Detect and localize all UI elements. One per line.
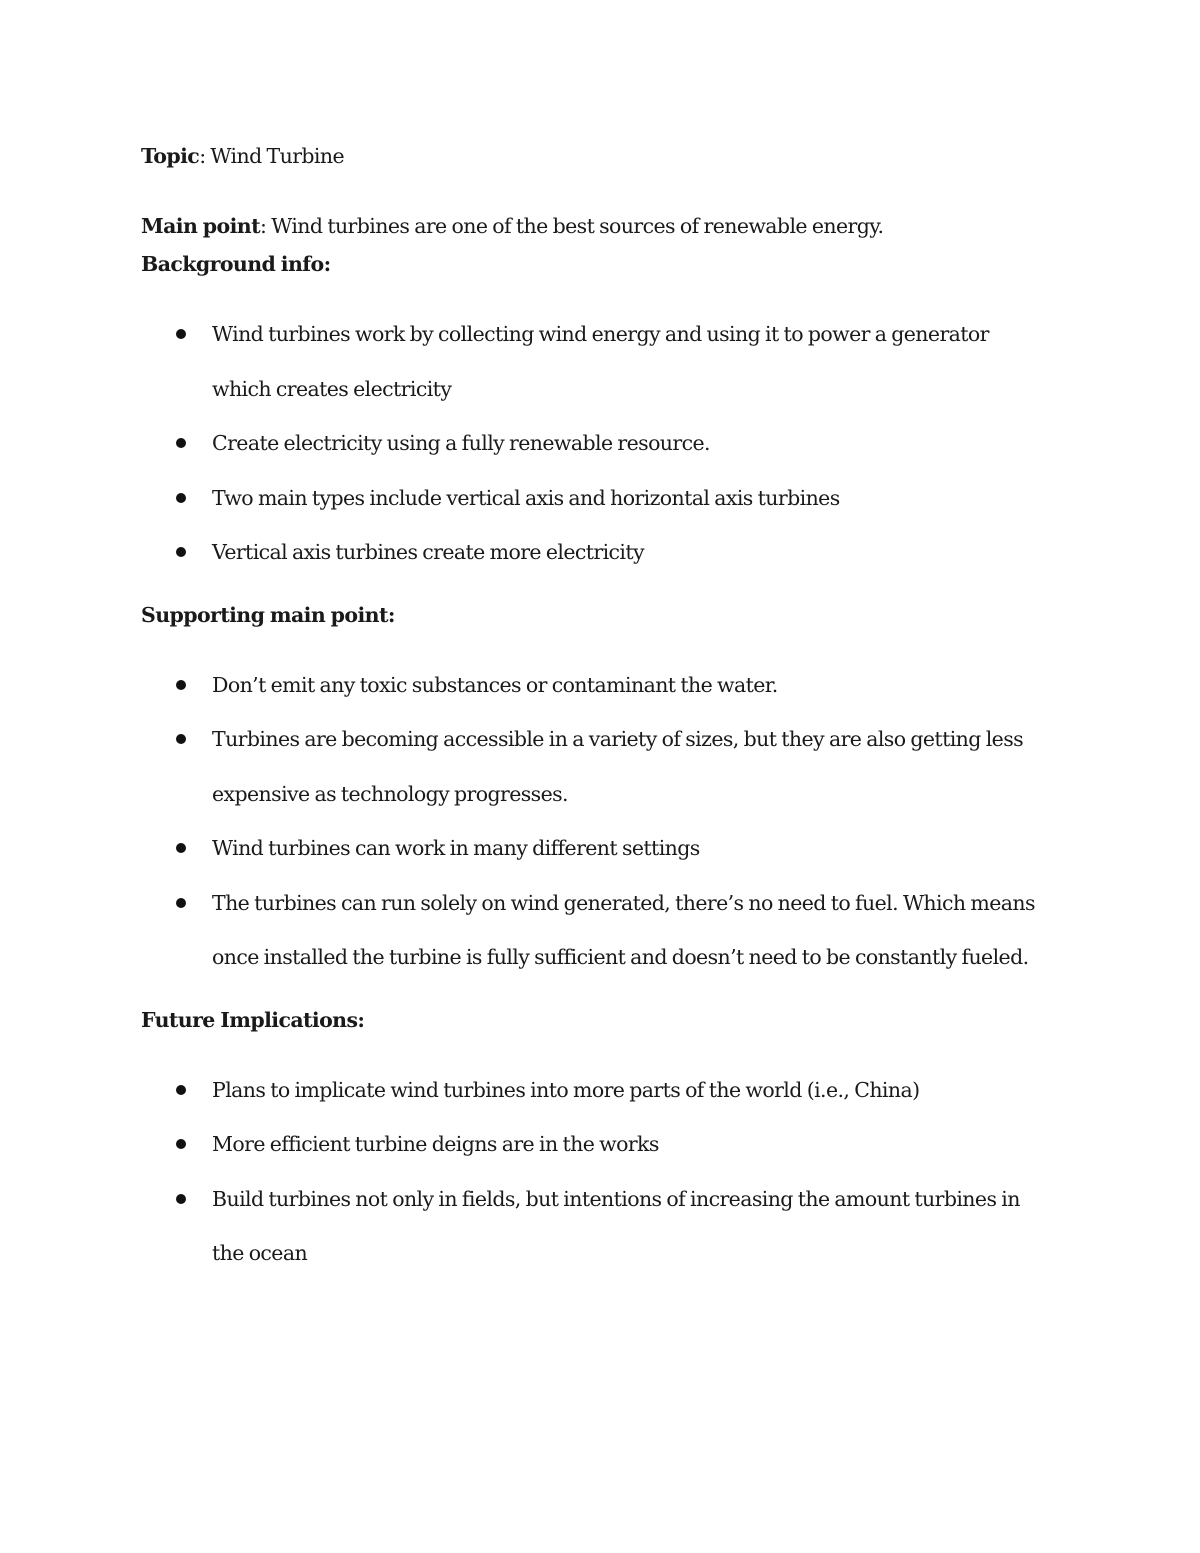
supporting-heading: Supporting main point:: [141, 602, 395, 627]
list-item-text: Two main types include vertical axis and horizontal axis turbines: [212, 485, 840, 510]
list-item-text: Wind turbines can work in many different settings: [212, 836, 700, 860]
list-item-text: Build turbines not only in fields, but intentions of increasing the amount turbines in the ocean: [212, 1186, 1020, 1265]
topic-label: Topic: [141, 144, 200, 168]
list-item: [141, 1063, 1051, 1118]
list-item: [141, 658, 1051, 713]
list-item-text: Vertical axis turbines create more electricity: [212, 540, 644, 564]
future-heading: Future Implications:: [141, 1007, 365, 1032]
list-item: [141, 1117, 1051, 1172]
list-item-text: Plans to implicate wind turbines into more parts of the world (i.e., China): [212, 1077, 920, 1102]
list-item: [141, 307, 1051, 416]
bullet-icon: [176, 1194, 186, 1204]
topic-value: : Wind Turbine: [199, 144, 345, 168]
list-item-text: More efficient turbine deigns are in the works: [212, 1132, 659, 1156]
list-item-text: Don’t emit any toxic substances or contaminant the water.: [212, 672, 778, 697]
list-item: [141, 1172, 1051, 1281]
bullet-icon: [176, 734, 186, 744]
list-item-text: Wind turbines work by collecting wind energy and using it to power a generator which creates electricity: [212, 322, 989, 401]
list-item-text: The turbines can run solely on wind generated, there’s no need to fuel. Which means once installed the turbine is fully sufficient and doesn’t need to be constantly fueled.: [212, 890, 1035, 969]
bullet-icon: [176, 438, 186, 448]
main-point-label: Main point: [141, 214, 260, 238]
background-list: [141, 307, 1051, 580]
supporting-list: [141, 658, 1051, 985]
list-item: [141, 525, 1051, 580]
bullet-icon: [176, 680, 186, 690]
bullet-icon: [176, 843, 186, 853]
bullet-icon: [176, 547, 186, 557]
main-point-line: [141, 207, 1051, 245]
bullet-icon: [176, 898, 186, 908]
main-point-value: : Wind turbines are one of the best sources of renewable energy.: [259, 214, 884, 238]
document-page: [141, 137, 1051, 1281]
list-item: [141, 471, 1051, 526]
bullet-icon: [176, 329, 186, 339]
list-item: [141, 821, 1051, 876]
future-list: [141, 1063, 1051, 1281]
list-item-text: Turbines are becoming accessible in a variety of sizes, but they are also getting less expensive as technology progresses.: [212, 727, 1024, 806]
list-item: [141, 712, 1051, 821]
topic-line: [141, 137, 1051, 175]
background-heading: Background info:: [141, 252, 331, 276]
list-item-text: Create electricity using a fully renewable resource.: [212, 431, 710, 455]
bullet-icon: [176, 1139, 186, 1149]
bullet-icon: [176, 1085, 186, 1095]
list-item: [141, 416, 1051, 471]
list-item: [141, 876, 1051, 985]
bullet-icon: [176, 493, 186, 503]
